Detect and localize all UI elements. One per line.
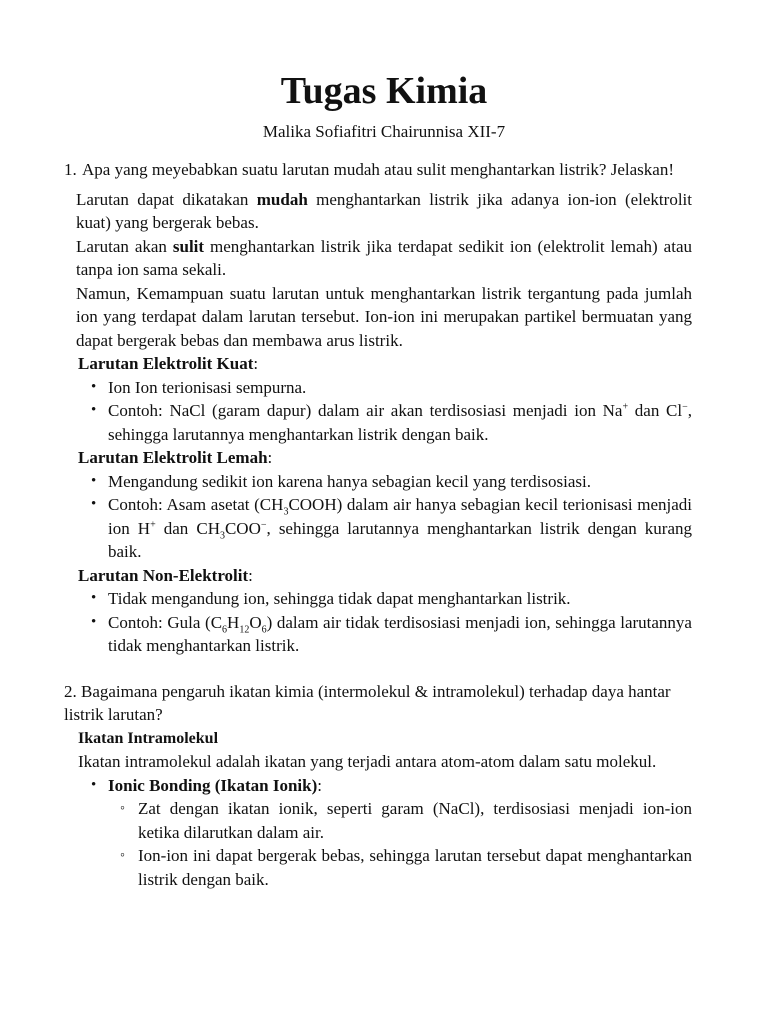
text-run: dan Cl xyxy=(628,401,683,420)
text-run: , sehingga larutannya menghantarkan listrik dengan kurang baik. xyxy=(108,518,692,561)
document-body xyxy=(64,158,692,891)
text-run: ) dalam air tidak terdisosiasi menjadi ion, sehingga larutannya tidak menghantarkan listrik. xyxy=(108,612,692,655)
question-1 xyxy=(64,158,692,182)
question-1-text: Apa yang meyebabkan suatu larutan mudah atau sulit menghantarkan listrik? Jelaskan! xyxy=(82,160,674,179)
question-2: 2. Bagaimana pengaruh ikatan kimia (intermolekul & intramolekul) terhadap daya hantar listrik larutan? xyxy=(64,681,671,724)
text-run: menghantarkan listrik jika adanya ion-ion (elektrolit kuat) yang bergerak bebas. xyxy=(76,189,692,232)
text-run: dan CH xyxy=(155,518,220,538)
text-run: O xyxy=(249,612,262,632)
text-run: COO xyxy=(224,518,261,538)
question-1-number: 1. xyxy=(64,160,77,179)
subscript: 3 xyxy=(283,506,289,518)
bold-word-mudah: mudah xyxy=(256,189,308,209)
ionic-bonding-sublist xyxy=(64,797,692,891)
answer-paragraph-ion-amount: Namun, Kemampuan suatu larutan untuk menghantarkan listrik tergantung pada jumlah ion yang terdapat dalam larutan tersebut. Ion-ion ini merupakan partikel bermuatan yang dapat bergerak bebas dan membawa arus listrik. xyxy=(76,283,692,350)
ionic-bonding-label: Ionic Bonding (Ikatan Ionik) xyxy=(108,775,318,795)
text-run: Contoh: NaCl (garam dapur) dalam air akan terdisosiasi menjadi ion Na xyxy=(108,401,623,420)
sub-list-item: ◦ Ion-ion ini dapat bergerak bebas, sehingga larutan tersebut dapat menghantarkan listrik dengan baik. xyxy=(116,844,692,891)
weak-electrolyte-heading xyxy=(78,446,692,470)
list-item xyxy=(88,399,692,446)
non-electrolyte-list xyxy=(64,587,692,658)
heading-text: Larutan Elektrolit Kuat xyxy=(78,354,254,373)
text-run: , sehingga larutannya menghantarkan listrik dengan baik. xyxy=(108,401,692,444)
text-run: menghantarkan listrik jika terdapat sedikit ion (elektrolit lemah) atau tanpa ion sama sekali. xyxy=(76,236,692,279)
ionic-bonding-list xyxy=(64,774,692,798)
strong-electrolyte-heading xyxy=(78,352,692,376)
text-run: Larutan akan xyxy=(76,236,173,256)
text-run: Contoh: Asam asetat (CH xyxy=(108,495,284,514)
heading-colon: : xyxy=(267,448,273,467)
superscript: − xyxy=(260,518,267,530)
non-electrolyte-heading xyxy=(78,564,692,588)
subscript: 3 xyxy=(219,529,225,541)
superscript: + xyxy=(622,401,629,413)
superscript: − xyxy=(682,401,688,413)
text-run: Larutan dapat dikatakan xyxy=(76,189,257,209)
text-run: COOH) dalam air hanya sebagian kecil terionisasi menjadi ion H xyxy=(108,495,693,538)
intramolecular-heading: Ikatan Intramolekul xyxy=(78,729,219,747)
subscript: 12 xyxy=(239,623,250,635)
heading-text: Larutan Non-Elektrolit xyxy=(78,565,249,585)
list-item: • Mengandung sedikit ion karena hanya sebagian kecil yang terdisosiasi. xyxy=(88,470,692,494)
strong-electrolyte-list xyxy=(64,376,692,447)
subscript: 6 xyxy=(261,623,267,635)
list-item xyxy=(88,774,692,798)
page-title: Tugas Kimia xyxy=(280,70,488,112)
list-item: • Ion Ion terionisasi sempurna. xyxy=(88,376,692,400)
heading-colon: : xyxy=(253,354,259,373)
text-run: H xyxy=(227,612,240,632)
heading-text: Larutan Elektrolit Lemah xyxy=(78,448,268,467)
author-line: Malika Sofiafitri Chairunnisa XII-7 xyxy=(262,122,506,141)
sub-list-item: ◦ Zat dengan ikatan ionik, seperti garam (NaCl), terdisosiasi menjadi ion-ion ketika dilarutkan dalam air. xyxy=(116,797,692,844)
answer-paragraph-easy xyxy=(76,188,692,235)
weak-electrolyte-list xyxy=(64,470,692,564)
list-item: • Tidak mengandung ion, sehingga tidak dapat menghantarkan listrik. xyxy=(88,587,692,611)
heading-colon: : xyxy=(248,565,253,585)
text-run: Contoh: Gula (C xyxy=(108,612,223,632)
subscript: 6 xyxy=(222,623,228,635)
answer-paragraph-hard xyxy=(76,235,692,282)
heading-colon: : xyxy=(317,775,323,795)
bold-word-sulit: sulit xyxy=(172,236,205,256)
list-item xyxy=(88,611,692,658)
intramolecular-paragraph: Ikatan intramolekul adalah ikatan yang terjadi antara atom-atom dalam satu molekul. xyxy=(78,752,657,771)
superscript: + xyxy=(150,518,156,530)
list-item xyxy=(88,493,692,564)
